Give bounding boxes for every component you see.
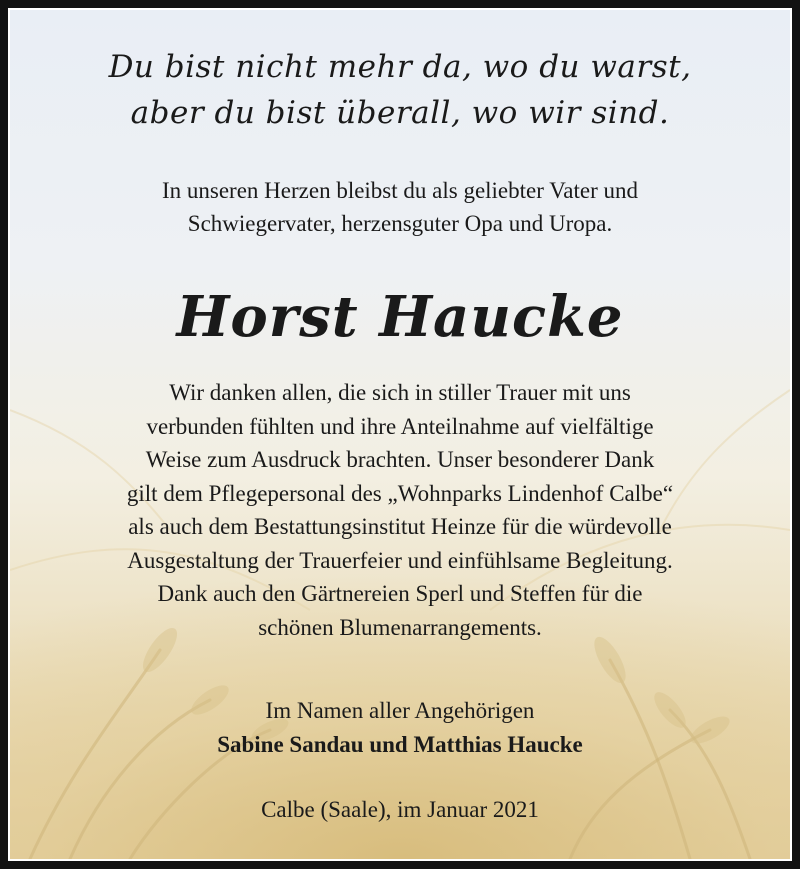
place-and-date: Calbe (Saale), im Januar 2021 [261,797,539,822]
notice-content [10,10,790,859]
motto-quote [10,44,790,136]
intro-line: In unseren Herzen bleibst du als geliebter Vater und [161,178,639,203]
signature-intro: Im Namen aller Angehörigen [265,698,535,723]
notice-panel [8,8,792,861]
intro-text [10,174,790,240]
thanks-line: schönen Blumenarrangements. [258,614,542,640]
thanks-line: Ausgestaltung der Trauerfeier und einfühlsame Begleitung. [127,547,673,573]
thanks-line: als auch dem Bestattungsinstitut Heinze für die würdevolle [128,514,672,539]
thanks-line: Wir danken allen, die sich in stiller Trauer mit uns [169,380,631,405]
thanks-paragraph [10,376,790,644]
thanks-line: gilt dem Pflegepersonal des „Wohnparks Lindenhof Calbe“ [126,480,674,506]
motto-line: aber du bist überall, wo wir sind. [130,95,670,131]
intro-line: Schwiegervater, herzensguter Opa und Uropa. [187,211,613,236]
signature-names: Sabine Sandau und Matthias Haucke [217,732,583,757]
motto-line: Du bist nicht mehr da, wo du warst, [108,49,692,85]
deceased-name: Horst Haucke [176,284,624,350]
thanks-line: verbunden fühlten und ihre Anteilnahme auf vielfältige [146,413,654,439]
thanks-line: Dank auch den Gärtnereien Sperl und Steffen für die [157,581,643,606]
thanks-line: Weise zum Ausdruck brachten. Unser besonderer Dank [145,447,655,472]
